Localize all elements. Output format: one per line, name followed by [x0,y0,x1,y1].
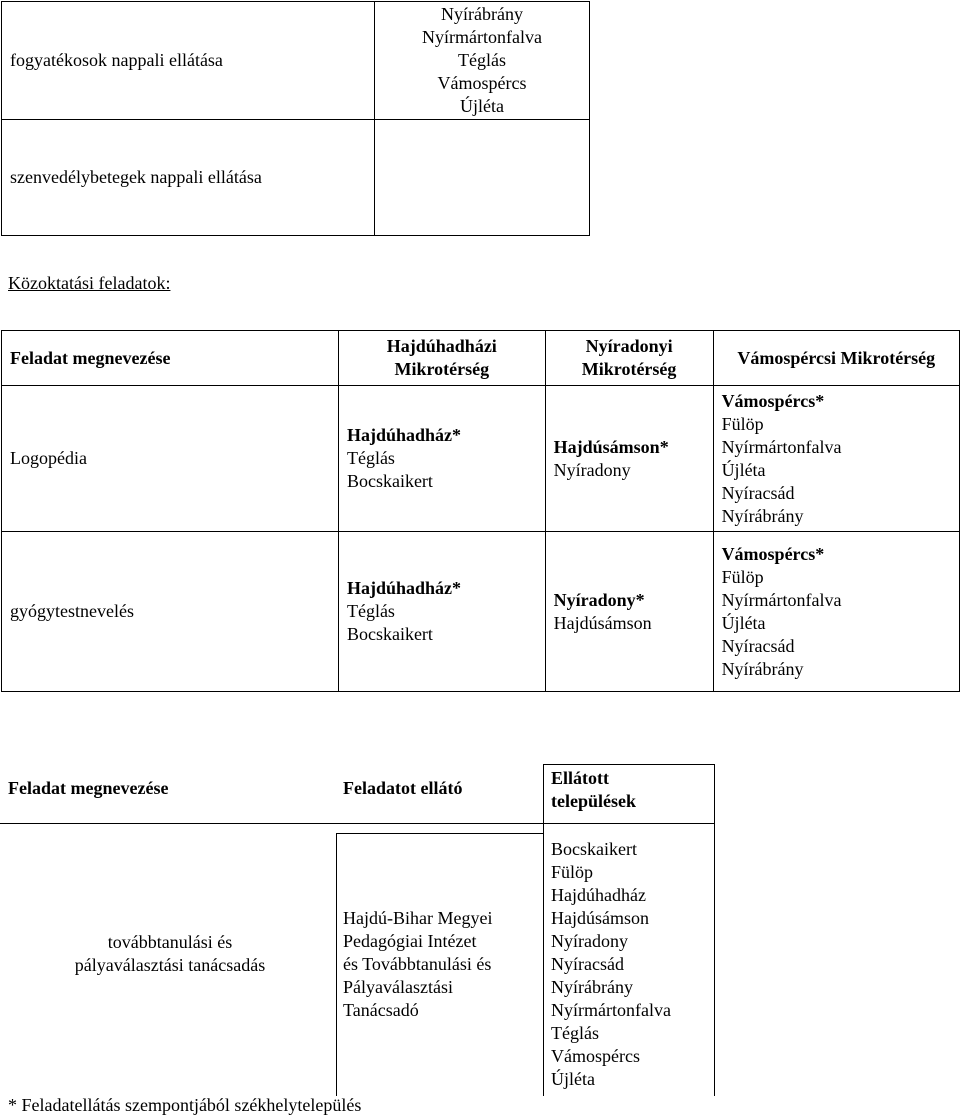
header-hajduhadhaz: Hajdúhadházi Mikrotérség [338,331,545,386]
header-vamospercs: Vámospércsi Mikrotérség [713,331,959,386]
hajduhadhaz-places [338,532,545,692]
place: Nyíracsád [721,635,795,656]
task-label: fogyatékosok nappali ellátása [10,50,223,70]
footnote: * Feladatellátás szempontjából székhelytelepülés [8,1095,362,1115]
place: Újléta [721,612,766,633]
border-line [714,764,715,1096]
border-line [0,823,715,824]
seat-place: Hajdúhadház* [346,578,461,598]
seat-place: Vámospércs* [721,543,825,564]
social-services-table [1,1,590,236]
place: Hajdúhadház [551,885,646,905]
provider-cell: Hajdú-Bihar Megyei Pedagógiai Intézet és Továbbtanulási és Pályaválasztási Tanácsadó [343,908,493,1020]
header-provider: Feladatot ellátó [343,778,463,798]
places-cell [375,2,590,120]
place: Nyíradony [551,931,628,951]
place: Nyírábrány [721,658,804,679]
task-gyogytestneveles: gyógytestnevelés [2,532,339,692]
header-task: Feladat megnevezése [8,778,169,798]
header-nyiradony: Nyíradonyi Mikrotérség [545,331,713,386]
vamospercs-places [713,532,959,692]
place: Újléta [721,459,766,480]
place: Hajdúsámson [553,612,652,633]
place: Nyírábrány [721,505,804,526]
place: Hajdúsámson [551,908,649,928]
microregion-table [1,330,960,692]
vamospercs-places [713,386,959,532]
place: Nyírábrány [551,977,633,997]
place: Bocskaikert [551,839,637,859]
nyiradony-places [545,532,713,692]
place: Vámospércs [551,1046,640,1066]
seat-place: Hajdúhadház* [346,425,461,445]
place: Bocskaikert [346,624,433,644]
task-label: szenvedélybetegek nappali ellátása [10,167,262,187]
place: Téglás [551,1023,599,1043]
task-cell [2,2,375,120]
section-heading: Közoktatási feladatok: [8,273,171,293]
header-task: Feladat megnevezése [2,331,339,386]
border-line [336,833,543,834]
place: Vámospércs [437,73,527,93]
place: Újléta [460,96,504,116]
seat-place: Hajdúsámson* [553,436,669,457]
place: Nyíradony [553,459,631,480]
place: Nyírmártonfalva [551,1000,671,1020]
seat-place: Vámospércs* [721,390,825,411]
place: Fülöp [721,413,764,434]
nyiradony-places [545,386,713,532]
seat-place: Nyíradony* [553,589,645,610]
place: Nyíracsád [551,954,624,974]
header-settlements: Ellátott települések [551,768,636,811]
places-cell [375,120,590,236]
place: Nyíracsád [721,482,795,503]
task-logopedia: Logopédia [2,386,339,532]
place: Nyírmártonfalva [721,436,842,457]
place: Téglás [346,448,395,468]
place: Újléta [551,1069,595,1089]
place: Nyírmártonfalva [422,27,542,47]
place: Fülöp [551,862,594,882]
place: Téglás [346,601,395,621]
border-line [543,764,715,765]
settlements-cell [551,838,671,1091]
place: Bocskaikert [346,471,433,491]
place: Nyírábrány [441,4,523,24]
border-line [336,833,337,1096]
hajduhadhaz-places [338,386,545,532]
place: Téglás [458,50,506,70]
place: Nyírmártonfalva [721,589,842,610]
task-cell [2,120,375,236]
task-cell: továbbtanulási és pályaválasztási tanácsadás [74,932,266,975]
border-line [543,764,544,1096]
place: Fülöp [721,566,764,587]
